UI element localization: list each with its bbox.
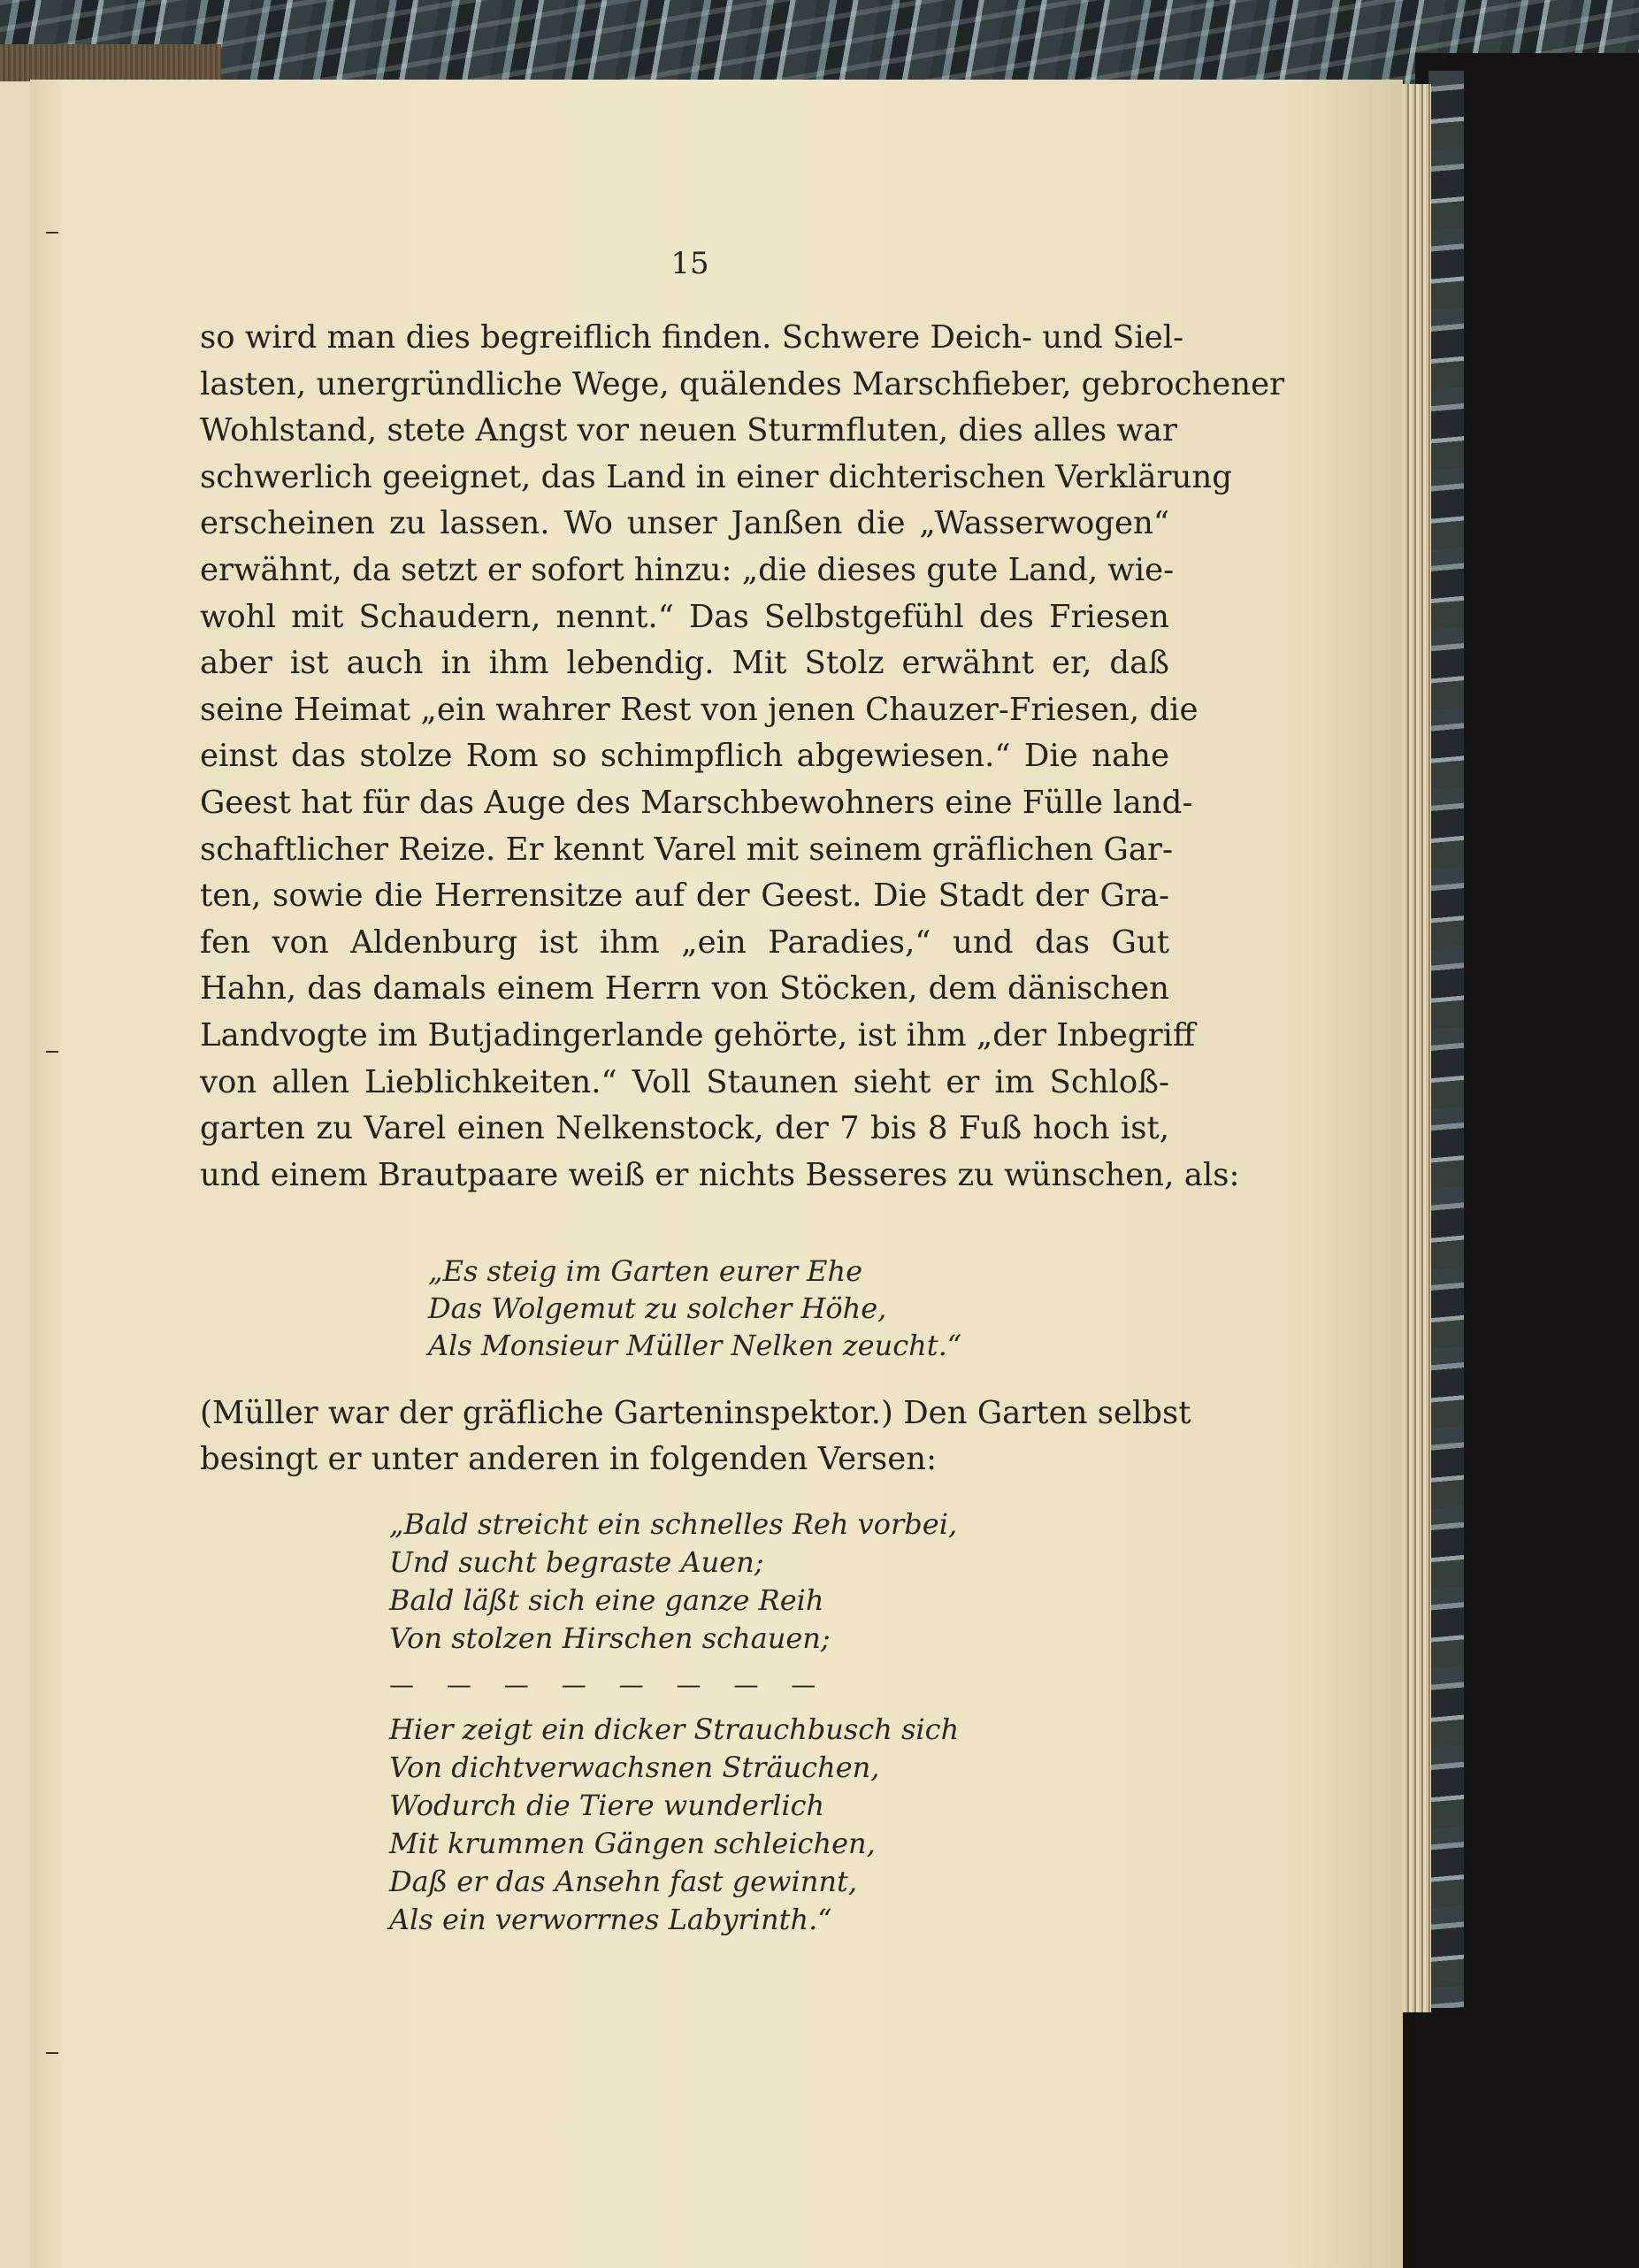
- text-line: und einem Brautpaare weiß er nichts Besseres zu wünschen, als:: [200, 1156, 1240, 1193]
- verse-line: Hier zeigt ein dicker Strauchbusch sich: [389, 1712, 960, 1746]
- text-line: besingt er unter anderen in folgenden Versen:: [200, 1441, 938, 1477]
- text-line: Hahn, das damals einem Herrn von Stöcken, dem dänischen: [200, 970, 1169, 1008]
- binding-mark: [46, 232, 58, 234]
- verse-quote-two: [389, 1506, 957, 1658]
- verse-line: Als ein verworrnes Labyrinth.“: [389, 1903, 832, 1936]
- text-line: von allen Lieblichkeiten.“ Voll Staunen sieht er im Schloß-: [200, 1063, 1169, 1100]
- verse-line: Daß er das Ansehn fast gewinnt,: [389, 1865, 857, 1898]
- binding-mark: [46, 1051, 58, 1053]
- verse-line: Von stolzen Hirschen schauen;: [389, 1621, 831, 1655]
- verse-line: Als Monsieur Müller Nelken zeucht.“: [428, 1329, 962, 1362]
- text-line: ten, sowie die Herrensitze auf der Geest. Die Stadt der Gra-: [200, 877, 1169, 915]
- page-number: 15: [670, 246, 709, 281]
- verse-line: „Es steig im Garten eurer Ehe: [428, 1254, 863, 1288]
- text-line: erscheinen zu lassen. Wo unser Janßen die „Wasserwogen“: [200, 505, 1169, 542]
- text-line: aber ist auch in ihm lebendig. Mit Stolz erwähnt er, daß: [200, 645, 1169, 682]
- verse-line: Von dichtverwachsnen Sträuchen,: [389, 1751, 880, 1784]
- verse-line: Wodurch die Tiere wunderlich: [389, 1789, 825, 1822]
- text-line: fen von Aldenburg ist ihm „ein Paradies,“ und das Gut: [200, 923, 1169, 961]
- verse-line: Das Wolgemut zu solcher Höhe,: [428, 1291, 887, 1325]
- marbled-cover-edge: [1428, 71, 1464, 2008]
- verse-line: „Bald streicht ein schnelles Reh vorbei,: [389, 1507, 958, 1541]
- facing-page-edge: [0, 81, 32, 2268]
- text-line: einst das stolze Rom so schimpflich abgewiesen.“ Die nahe: [200, 738, 1169, 775]
- text-line: Landvogte im Butjadingerlande gehörte, ist ihm „der Inbegriff: [200, 1016, 1196, 1054]
- text-line: Wohlstand, stete Angst vor neuen Sturmfluten, dies alles war: [200, 412, 1177, 449]
- text-line: Geest hat für das Auge des Marschbewohners eine Fülle land-: [200, 784, 1193, 821]
- binding-mark: [46, 2052, 58, 2054]
- text-line: schwerlich geeignet, das Land in einer dichterischen Verklärung: [200, 458, 1232, 495]
- verse-separator: — — — — — — — —: [389, 1670, 829, 1699]
- verse-line: Bald läßt sich eine ganze Reih: [389, 1583, 824, 1617]
- verse-quote-three: [389, 1711, 959, 1939]
- verse-line: Und sucht begraste Auen;: [389, 1545, 764, 1579]
- text-line: lasten, unergründliche Wege, quälendes Marschfieber, gebrochener: [200, 365, 1285, 402]
- verse-quote-one: [428, 1253, 961, 1364]
- text-line: erwähnt, da setzt er sofort hinzu: „die dieses gute Land, wie-: [200, 551, 1175, 588]
- main-paragraph: [200, 315, 1285, 1199]
- text-line: garten zu Varel einen Nelkenstock, der 7 bis 8 Fuß hoch ist,: [200, 1110, 1169, 1147]
- text-line: so wird man dies begreiflich finden. Schwere Deich- und Siel-: [200, 319, 1184, 356]
- verse-line: Mit krummen Gängen schleichen,: [389, 1827, 876, 1860]
- text-line: schaftlicher Reize. Er kennt Varel mit seinem gräflichen Gar-: [200, 831, 1173, 868]
- text-line: (Müller war der gräfliche Garteninspektor.) Den Garten selbst: [200, 1395, 1191, 1431]
- text-line: wohl mit Schaudern, nennt.“ Das Selbstgefühl des Friesen: [200, 598, 1169, 635]
- text-line: seine Heimat „ein wahrer Rest von jenen Chauzer-Friesen, die: [200, 691, 1199, 728]
- bridge-paragraph: [200, 1391, 1191, 1483]
